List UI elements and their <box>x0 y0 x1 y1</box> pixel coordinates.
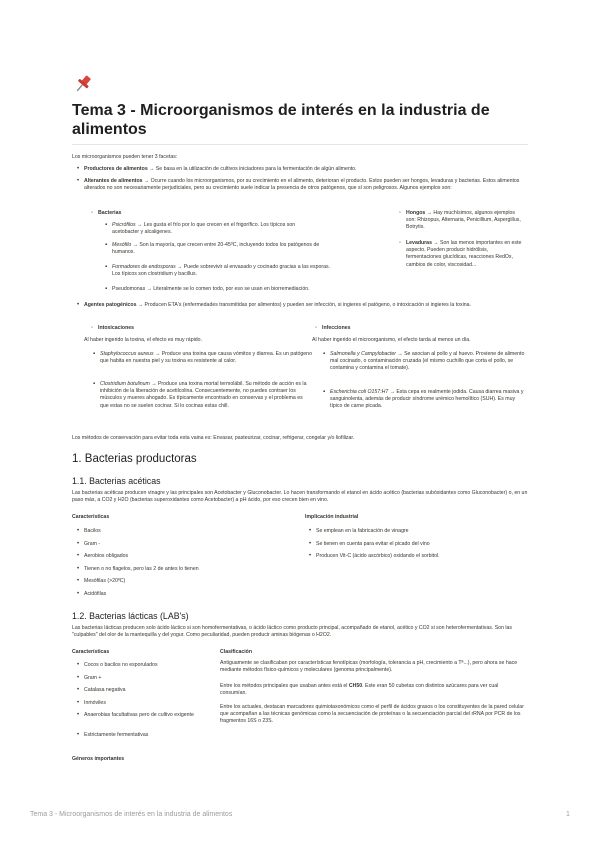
subheading-bacterias-aceticas: 1.1. Bacterias acéticas <box>72 476 161 486</box>
list-item-mesofilo: ▪ Mesófilo → Son la mayoría, que crecen entre 20-45ºC, incluyendo todos los patógenos de humanos. <box>112 242 327 256</box>
bacterias-label: ◦ Bacterias <box>98 210 298 217</box>
carac-item: • Acidófilas <box>84 591 284 598</box>
pushpin-icon <box>72 73 94 95</box>
carac2-item: • Estrictamente fermentativas <box>84 732 209 739</box>
caracteristicas-label: Características <box>72 514 110 520</box>
implicacion-label: Implicación industrial <box>305 514 359 520</box>
list-item-productores: • Productores de alimentos → Se basa en la utilización de cultivos iniciadores para la fermentación de algún alimento. <box>84 166 528 173</box>
list-item-staphylococcus: ▪ Staphylococcus aureus → Produce una toxina que causa vómitos y diarrea. Es un patógeno que habita en nuestra piel y su toxina es resistente al calor. <box>100 351 312 365</box>
intoxicaciones-text: Al haber ingerido la toxina, el efecto es muy rápido. <box>84 337 202 343</box>
carac-item: • Bacilos <box>84 528 284 535</box>
list-item-hongos: ◦ Hongos → Hay muchísimos, algunos ejemplos son: Rhizopus, Alternaria, Penicillium, Aspergillus, Botrytis. <box>406 210 524 232</box>
clasificacion-p1: Antiguamente se clasificaban por características fenotípicas (morfología, tolerancia a pH, crecimiento a Tª...), pero ahora se hace mediante métodos físico-químicos y moleculares (genoma principalmente). <box>220 660 518 674</box>
list-item-patogenos: • Agentes patogénicos → Producen ETA's (enfermedades transmitidas por alimentos) y pueden ser infección, si ingieres el patógeno, o intoxicación si ingieres la toxina. <box>84 302 528 309</box>
lacticas-text: Las bacterias lácticas producen solo ácido láctico si son homofermentativas, o ácido láctico como producto principal, acompañado de etanol, acético y CO2 si son heterofermentativas. Son las "culpables" del olor de la mantequilla y del yogur. Como peculiaridad, pueden producir aminas biógenas o H2O2. <box>72 625 513 639</box>
carac-item: • Mesófilas (>20ºC) <box>84 578 284 585</box>
list-item-pseudomonas: ▪ Pseudomonas → Literalmente se lo comen todo, por eso se usan en biorremediación. <box>112 286 342 293</box>
generos-label: Géneros importantes <box>72 756 125 762</box>
clasificacion-p3: Entre los actuales, destacan marcadores quimiotaxonómicos como el perfil de ácidos grasos o los constituyentes de la pared celular que acompañan a las técnicas genómicas como la secuenciación de proteínas o la secuenciación parcial del rRNA por PCR de los fragmentos 16S o 23S. <box>220 704 524 725</box>
list-item-alterantes: • Alterantes de alimentos → Ocurre cuando los microorganismos, por su crecimiento en el alimento, deterioran el producto. Estos pueden ser hongos, levaduras y bacterias. Estos alimentos alterados no son necesariamente perjudiciales, pero su crecimiento suele indicar la presencia de otros patógenos, que sí son peligrosos. Algunos ejemplos son: <box>84 178 528 192</box>
carac2-item: • Catalasa negativa <box>84 687 209 694</box>
title-divider <box>72 144 528 145</box>
intro-text: Los microorganismos pueden tener 3 facetas: <box>72 154 178 160</box>
section-heading-bacterias-productoras: 1. Bacterias productoras <box>72 453 197 465</box>
carac2-item: • Cocos o bacilos no esporulados <box>84 662 209 669</box>
aceticas-text: Las bacterias acéticas producen vinagre y las principales son Acetobacter y Gluconobacter. Lo hacen transformando el etanol en ácido acético (bacterias subóxidantes como Gluconobacter) o, en un paso más, a CO2 y H2O (bacterias superoxidantes como Acetobacter) a pH ácido, por eso crecen bien en vino. <box>72 490 528 504</box>
footer-page-number: 1 <box>566 811 570 818</box>
carac-item: • Gram - <box>84 541 284 548</box>
subheading-bacterias-lacticas: 1.2. Bacterias lácticas (LAB's) <box>72 611 189 621</box>
impl-item: • Se tienen en cuenta para evitar el picado del vino <box>316 541 526 548</box>
list-item-levaduras: ◦ Levaduras → Son las menos importantes en este aspecto. Pueden producir hidrólisis, fermentaciones glucídicas, reacciones RedOx, cambios de color, viscosidad... <box>406 240 524 269</box>
list-item-formadores: ▪ Formadores de endosporas → Puede sobrevivir al envasado y cocinado gracias a las esporas. Los típicos son clostridium y bacillus. <box>112 264 330 278</box>
conservacion-text: Los métodos de conservación para evitar toda esta vaina es: Envasar, pasteurizar, cocinar, refrigerar, congelar y/o liofilizar. <box>72 435 355 441</box>
list-item-psicrofilos: ▪ Psicrófilos → Les gusta el frío por lo que crecen en el frigorífico. Los típicos son acetobacter y alcaligenes. <box>112 222 322 236</box>
impl-item: • Producen Vit-C (ácido ascórbico) oxidando el sorbitol. <box>316 553 526 560</box>
page-title: Tema 3 - Microorganismos de interés en la industria de alimentos <box>72 102 490 138</box>
caracteristicas2-label: Características <box>72 649 110 655</box>
impl-item: • Se emplean en la fabricación de vinagre <box>316 528 526 535</box>
infecciones-label: ◦ Infecciones <box>322 325 472 332</box>
carac-item: • Aerobios obligados <box>84 553 284 560</box>
carac2-item: • Anaerobias facultativas pero de cultivo exigente <box>84 712 209 719</box>
carac2-item: • Inmóviles <box>84 700 209 707</box>
infecciones-text: Al haber ingerido el microorganismo, el efecto tarda al menos un día. <box>312 337 471 343</box>
footer-title: Tema 3 - Microorganismos de interés en la industria de alimentos <box>30 811 233 818</box>
list-item-ecoli: ▪ Escherichia coli O157:H7 → Esta cepa es realmente jodida. Causa diarrea masiva y sanguinolenta, además de producir síndrome urémico hemolítico (SUH). Es muy típico de carne picada. <box>330 389 528 411</box>
list-item-salmonella: ▪ Salmonella y Campylobacter → Se asocian al pollo y al huevo. Proviene de alimento mal cocinado, o contaminación cruzada (el mismo cuchillo que corta el pollo, se contamina y contamina el tomate). <box>330 351 528 373</box>
carac2-item: • Gram + <box>84 675 209 682</box>
clasificacion-label: Clasificación <box>220 649 253 655</box>
list-item-clostridium: ▪ Clostridium botulinum → Produce una toxina mortal termolábil. Su método de acción es la inhibición de la liberación de acetilcolina. Consecuentemente, no puedes contraer los músculos y mueres ahogado. Es típicamente encontrado en conservas y el problema es que estas no se suelen cocinar. Si lo cocinas estas chill. <box>100 381 312 410</box>
intoxicaciones-label: ◦ Intoxicaciones <box>98 325 248 332</box>
clasificacion-p2: Entre los métodos principales que usaban antes está el CH50. Este eran 50 cubetas con distintos azúcares para ver cual consumían. <box>220 683 499 697</box>
carac-item: • Tienen o no flagelos, pero las 2 de antes lo tienen <box>84 566 284 573</box>
